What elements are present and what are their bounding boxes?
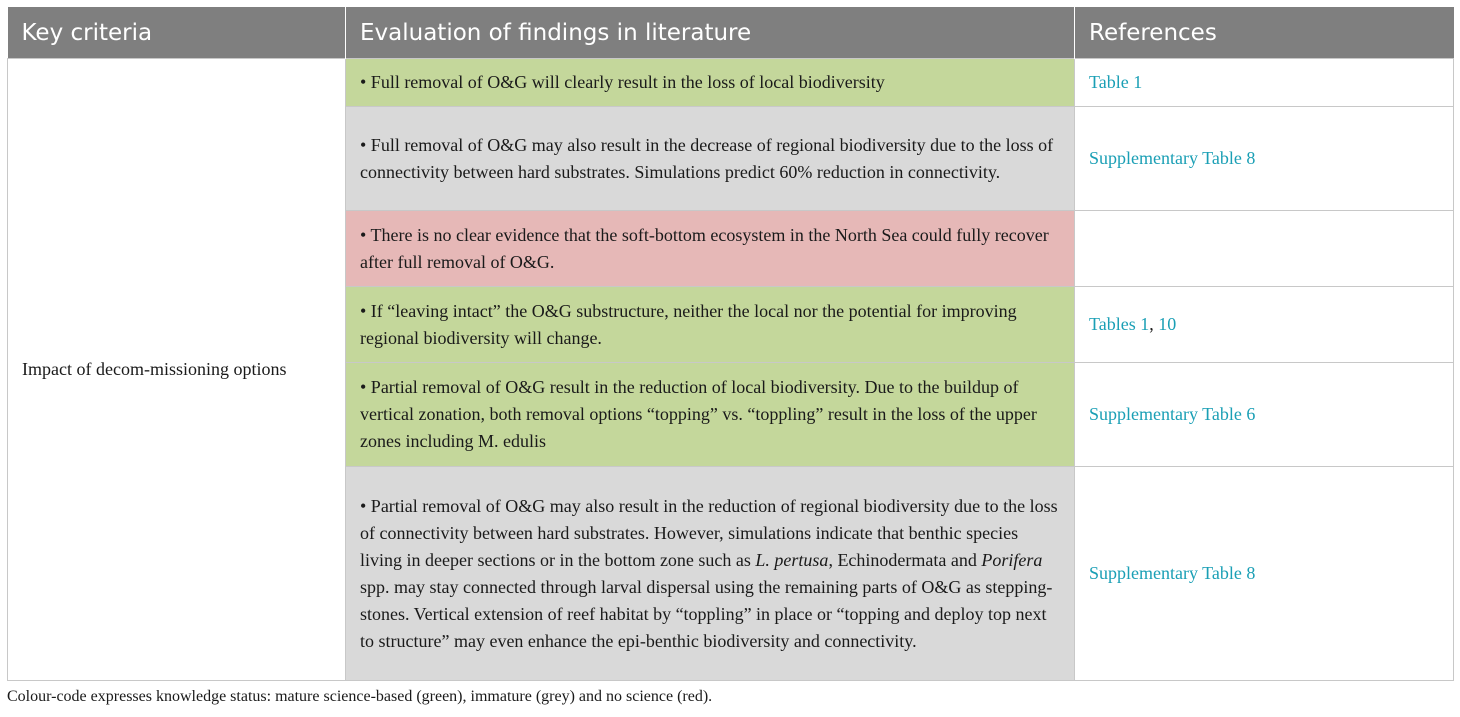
finding-cell: • Partial removal of O&G result in the reduction of local biodiversity. Due to the buildup of vertical zonation, both removal options “topping” vs. “toppling” result in the loss of the upper zones including M. edulis (346, 363, 1075, 467)
finding-cell: • Full removal of O&G will clearly result in the loss of local biodiversity (346, 59, 1075, 107)
finding-text: spp. may stay connected through larval dispersal using the remaining parts of O&G as stepping-stones. Vertical extension of reef habitat by “toppling” in place or “topping and deploy top next to structure” may even enhance the epi-benthic biodiversity and connectivity. (360, 576, 1053, 651)
header-row (8, 7, 1454, 59)
reference-link[interactable]: Tables 1 (1089, 314, 1150, 334)
findings-table (7, 7, 1454, 681)
species-name: Porifera (981, 549, 1043, 570)
header-references: References (1075, 7, 1454, 59)
reference-cell (1075, 363, 1454, 467)
reference-cell (1075, 467, 1454, 681)
finding-cell: • There is no clear evidence that the soft-bottom ecosystem in the North Sea could fully recover after full removal of O&G. (346, 211, 1075, 287)
table-row (8, 59, 1454, 107)
reference-link[interactable]: Supplementary Table 6 (1089, 404, 1256, 424)
reference-cell (1075, 107, 1454, 211)
finding-cell: • Full removal of O&G may also result in the decrease of regional biodiversity due to the loss of connectivity between hard substrates. Simulations predict 60% reduction in connectivity. (346, 107, 1075, 211)
header-key-criteria: Key criteria (8, 7, 346, 59)
finding-cell (346, 467, 1075, 681)
finding-cell: • If “leaving intact” the O&G substructure, neither the local nor the potential for improving regional biodiversity will change. (346, 287, 1075, 363)
finding-text: , Echinodermata and (828, 549, 982, 570)
finding-text: • Partial removal of O&G may also result in the reduction of regional biodiversity due to the loss of connectivity between hard substrates. However, simulations indicate that benthic species living in deeper sections or in the bottom zone such as (360, 495, 1058, 570)
reference-link[interactable]: Table 1 (1089, 72, 1143, 92)
reference-link[interactable]: Supplementary Table 8 (1089, 563, 1256, 583)
header-evaluation: Evaluation of findings in literature (346, 7, 1075, 59)
reference-link[interactable]: 10 (1158, 314, 1177, 334)
reference-cell (1075, 59, 1454, 107)
reference-cell (1075, 211, 1454, 287)
species-name: L. pertusa (755, 549, 829, 570)
table-caption: Colour-code expresses knowledge status: mature science-based (green), immature (grey) and no science (red). (7, 688, 713, 705)
reference-cell (1075, 287, 1454, 363)
reference-link[interactable]: Supplementary Table 8 (1089, 148, 1256, 168)
key-criterion-cell: Impact of decom-missioning options (8, 59, 346, 681)
reference-separator: , (1149, 314, 1159, 334)
